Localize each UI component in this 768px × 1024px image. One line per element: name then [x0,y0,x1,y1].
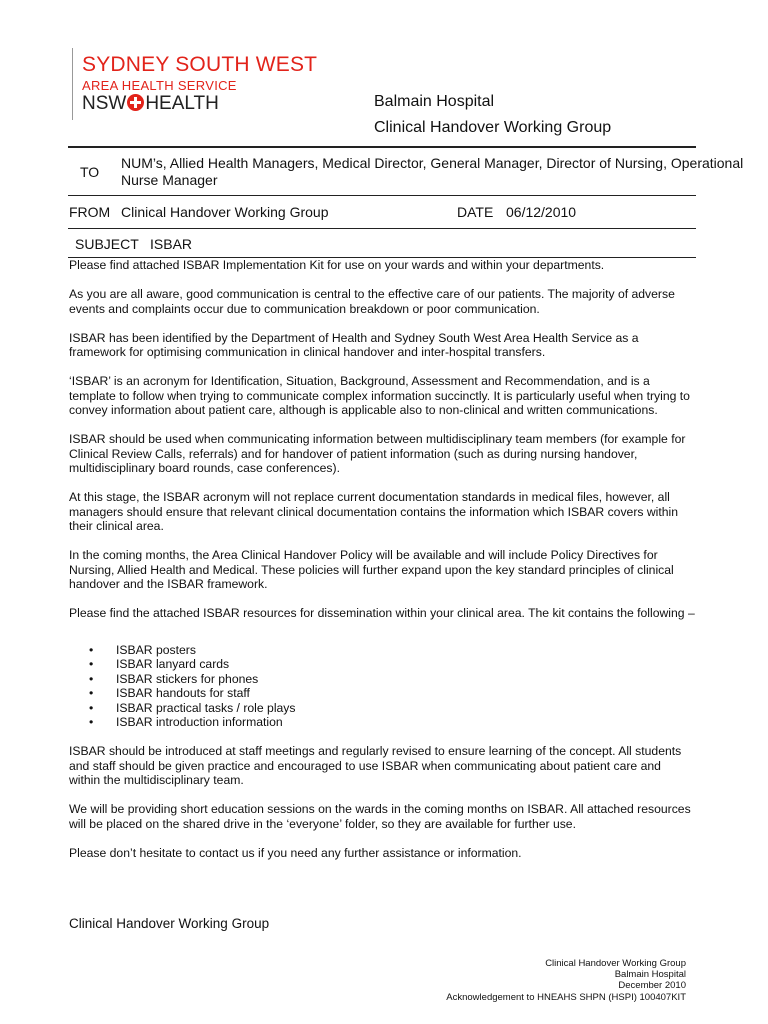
footer [446,958,686,1003]
paragraph-staff-meetings: ISBAR should be introduced at staff meetings and regularly revised to ensure learning of the concept. All students and staff should be given practice and encouraged to use ISBAR when communicating about patient care and within the multidisciplinary team. [69,744,682,787]
subject-value: ISBAR [150,236,193,252]
paragraph-communication: As you are all aware, good communication is central to the effective care of our patients. The majority of adverse events and complaints occur due to communication breakdown or poor communication. [69,287,675,316]
logo-nsw: NSW [82,93,127,114]
paragraph-isbar-identified: ISBAR has been identified by the Department of Health and Sydney South West Area Health Service as a framework for optimising communication in clinical handover and inter-hospital transfers. [69,330,639,359]
from-value: Clinical Handover Working Group [121,204,329,220]
paragraph-education-sessions: We will be providing short education sessions on the wards in the coming months on ISBAR. All attached resources will be placed on the shared drive in the ‘everyone’ folder, so they are available for further use. [69,802,691,831]
list-item: • ISBAR posters [69,643,695,658]
hospital-name: Balmain Hospital [374,93,495,110]
footer-line-3: December 2010 [618,980,686,992]
header-rule-top [68,146,696,148]
list-item: • ISBAR practical tasks / role plays [69,701,695,716]
signature: Clinical Handover Working Group [69,916,270,931]
paragraph-contact: Please don’t hesitate to contact us if you need any further assistance or information. [69,845,522,860]
to-rule [68,195,696,196]
paragraph-kit-contents: Please find the attached ISBAR resources for dissemination within your clinical area. The kit contains the following – [69,606,695,620]
from-rule [68,228,696,229]
footer-line-2: Balmain Hospital [614,969,686,981]
to-label: TO [80,164,100,180]
logo-line-3 [82,93,219,115]
logo-divider [72,48,73,120]
date-value: 06/12/2010 [506,204,577,220]
subject-label: SUBJECT [75,236,139,252]
health-cross-icon [127,94,144,111]
paragraph-policy: In the coming months, the Area Clinical Handover Policy will be available and will include Policy Directives for Nursing, Allied Health and Medical. These policies will further expand upon the key standard principles of clinical handover and the ISBAR framework. [69,548,674,591]
list-item: • ISBAR lanyard cards [69,657,695,672]
to-recipients-line-1: NUM’s, Allied Health Managers, Medical Director, General Manager, Director of Nursing, Operational [121,155,744,171]
from-label: FROM [69,204,111,220]
footer-line-4: Acknowledgement to HNEAHS SHPN (HSPI) 100407KIT [446,991,686,1003]
logo-line-1: SYDNEY SOUTH WEST [82,53,318,76]
paragraph-isbar-usage: ISBAR should be used when communicating information between multidisciplinary team members (for example for Clinical Review Calls, referrals) and for handover of patient information (such as during nursing handover, multidisciplinary board rounds, case conferences). [69,432,686,475]
paragraph-documentation: At this stage, the ISBAR acronym will not replace current documentation standards in medical files, however, all managers should ensure that relevant clinical documentation contains the information which ISBAR covers within their clinical area. [69,490,679,533]
list-item: • ISBAR stickers for phones [69,672,695,687]
logo-line-2: AREA HEALTH SERVICE [82,78,237,93]
list-item: • ISBAR handouts for staff [69,686,695,701]
date-label: DATE [457,204,494,220]
list-item: • ISBAR introduction information [69,715,695,730]
paragraph-isbar-acronym: ‘ISBAR’ is an acronym for Identification, Situation, Background, Assessment and Recommendation, and is a template to follow when trying to communicate complex information succinctly. It is particularly useful when trying to convey information about patient care, although is applicable also to non-clinical and written communications. [69,374,690,417]
footer-line-1: Clinical Handover Working Group [545,958,686,969]
paragraph-intro: Please find attached ISBAR Implementation Kit for use on your wards and within your departments. [69,258,605,272]
working-group-title: Clinical Handover Working Group [374,119,612,136]
to-recipients-line-2: Nurse Manager [121,172,218,188]
logo-health: HEALTH [145,93,219,114]
kit-list [69,643,695,730]
memo-body [69,258,695,875]
